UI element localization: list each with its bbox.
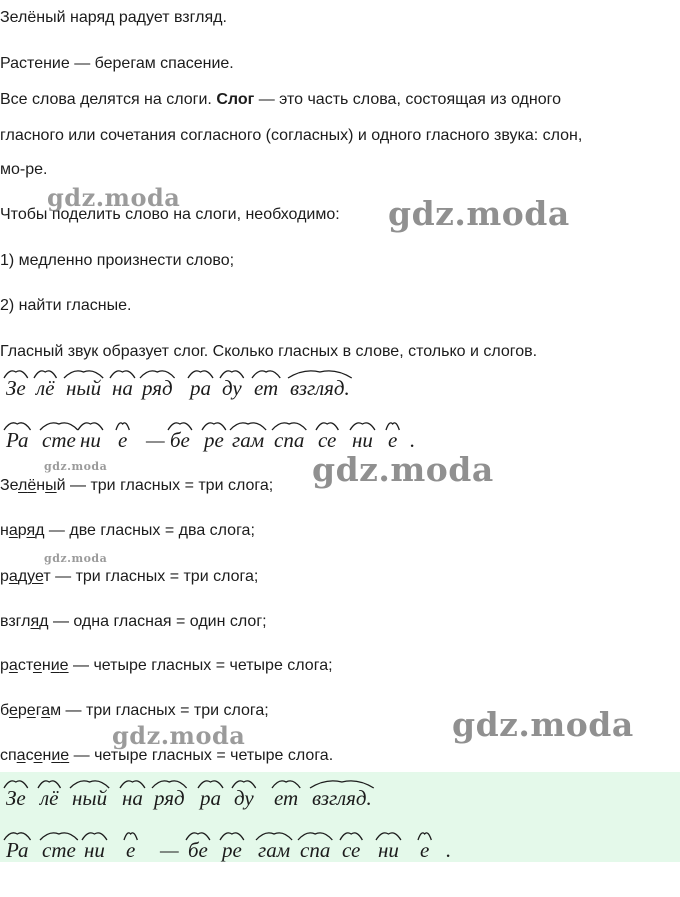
definition-line-1 bbox=[0, 90, 561, 110]
analysis-vzglyad: взгляд — одна гласная = один слог; bbox=[0, 613, 267, 630]
definition-line-2: гласного или сочетания согласного (согласных) и одного гласного звука: слон, bbox=[0, 127, 583, 144]
syllable: ряд bbox=[154, 786, 185, 810]
analysis-rastenie: растение — четыре гласных = четыре слога; bbox=[0, 657, 333, 674]
syllable: на bbox=[112, 376, 133, 400]
definition-text-a: Все слова делятся на слоги. bbox=[0, 91, 217, 108]
syllable: на bbox=[122, 786, 143, 810]
syllable: взгляд. bbox=[290, 376, 350, 400]
sentence-1: Зелёный наряд радует взгляд. bbox=[0, 9, 227, 26]
syllable: е bbox=[388, 428, 398, 452]
syllable: ет bbox=[254, 376, 279, 400]
watermark: gdz.moda bbox=[452, 705, 634, 744]
rule-text: Гласный звук образует слог. Сколько гласных в слове, столько и слогов. bbox=[0, 343, 538, 360]
syllable-row-3 bbox=[0, 776, 680, 816]
syllable: е bbox=[118, 428, 128, 452]
syllable: . bbox=[446, 838, 452, 862]
syllable: Зе bbox=[6, 376, 26, 400]
syllable: ра bbox=[190, 376, 211, 400]
analysis-beregam: берегам — три гласных = три слога; bbox=[0, 702, 269, 719]
analysis-naryad: наряд — две гласных = два слога; bbox=[0, 522, 255, 539]
syllable-row-1 bbox=[0, 366, 680, 406]
syllable: бе bbox=[170, 428, 190, 452]
watermark: gdz.moda bbox=[44, 460, 108, 473]
syllable: ни bbox=[378, 838, 399, 862]
syllable: ет bbox=[274, 786, 299, 810]
syllable: е bbox=[126, 838, 136, 862]
syllable: Ра bbox=[6, 428, 29, 452]
syllable: ный bbox=[72, 786, 108, 810]
syllable: се bbox=[318, 428, 337, 452]
syllable: ра bbox=[200, 786, 221, 810]
syllable: Зе bbox=[6, 786, 26, 810]
syllable: взгляд. bbox=[312, 786, 372, 810]
syllable: спа bbox=[300, 838, 331, 862]
watermark: gdz.moda bbox=[112, 721, 246, 750]
syllable: сте bbox=[42, 428, 76, 452]
syllable: ни bbox=[80, 428, 101, 452]
definition-term: Слог bbox=[216, 91, 255, 108]
watermark: gdz.moda bbox=[388, 194, 570, 233]
syllable: гам bbox=[232, 428, 265, 452]
step-1: 1) медленно произнести слово; bbox=[0, 252, 235, 269]
watermark: gdz.moda bbox=[47, 183, 181, 212]
syllable: се bbox=[342, 838, 361, 862]
syllable: . bbox=[410, 428, 416, 452]
syllable: спа bbox=[274, 428, 305, 452]
instruction-heading: Чтобы поделить слово на слоги, необходимо: bbox=[0, 206, 340, 223]
syllable: бе bbox=[188, 838, 208, 862]
definition-text-c: — это часть слова, состоящая из одного bbox=[254, 91, 562, 108]
analysis-spasenie: спасение — четыре гласных = четыре слога. bbox=[0, 747, 334, 764]
syllable: ни bbox=[352, 428, 373, 452]
definition-line-3: мо-ре. bbox=[0, 161, 48, 178]
syllable: — bbox=[160, 838, 179, 862]
syllable: лё bbox=[36, 376, 55, 400]
syllable: ре bbox=[222, 838, 242, 862]
sentence-2: Растение — берегам спасение. bbox=[0, 55, 234, 72]
syllable-row-4 bbox=[0, 828, 680, 868]
watermark: gdz.moda bbox=[44, 552, 108, 565]
syllable: ный bbox=[66, 376, 102, 400]
syllable: ду bbox=[234, 786, 254, 810]
syllable: ре bbox=[204, 428, 224, 452]
syllable: ду bbox=[222, 376, 242, 400]
syllable: ни bbox=[84, 838, 105, 862]
syllable: лё bbox=[40, 786, 59, 810]
analysis-zelenyi: Зелёный — три гласных = три слога; bbox=[0, 477, 274, 494]
step-2: 2) найти гласные. bbox=[0, 297, 132, 314]
analysis-raduet: радует — три гласных = три слога; bbox=[0, 568, 259, 585]
syllable: е bbox=[420, 838, 430, 862]
syllable: сте bbox=[42, 838, 76, 862]
syllable: гам bbox=[258, 838, 291, 862]
syllable: — bbox=[146, 428, 165, 452]
watermark: gdz.moda bbox=[312, 450, 494, 489]
syllable: Ра bbox=[6, 838, 29, 862]
syllable: ряд bbox=[142, 376, 173, 400]
